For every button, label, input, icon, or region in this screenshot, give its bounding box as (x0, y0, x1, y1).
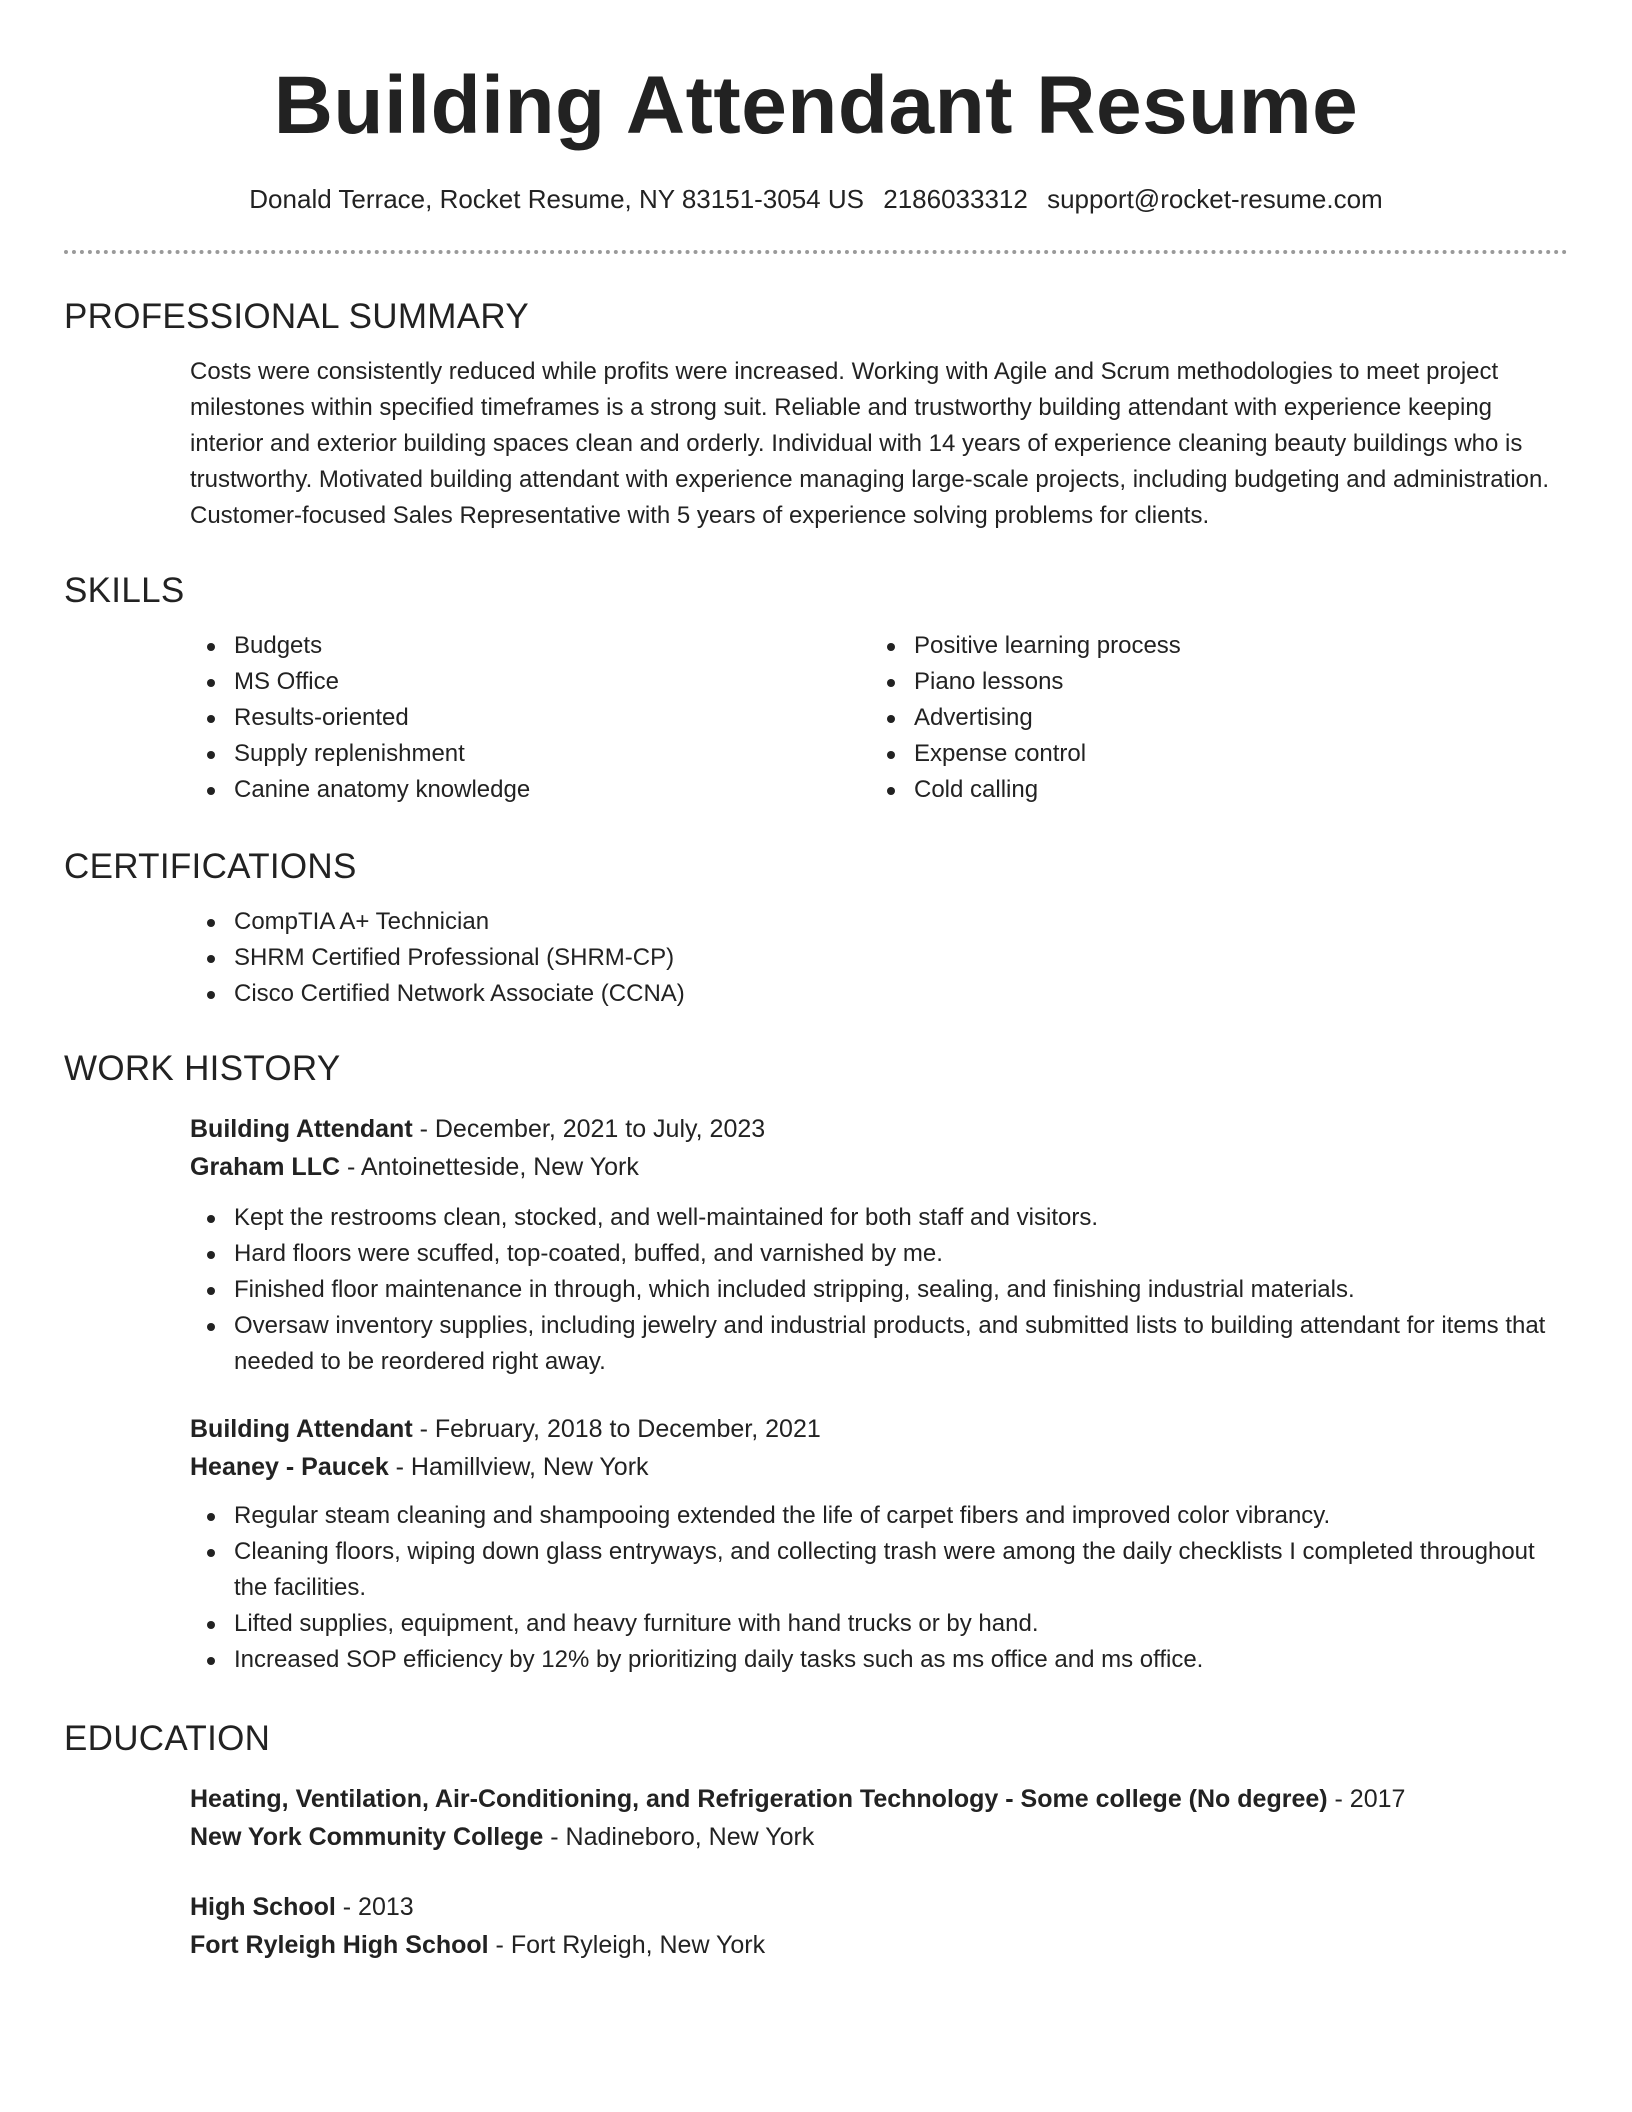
job-bullet: Finished floor maintenance in through, which included stripping, sealing, and finishing industrial materials. (190, 1272, 1560, 1308)
job-company: Heaney - Paucek (190, 1453, 389, 1481)
contact-email: support@rocket-resume.com (1047, 184, 1383, 214)
job-title: Building Attendant (190, 1415, 413, 1443)
education-school-line (190, 1926, 1560, 1964)
job-title-line (190, 1410, 1560, 1448)
contact-line (64, 182, 1568, 216)
skill-item: Supply replenishment (190, 736, 870, 772)
skill-item: Results-oriented (190, 700, 870, 736)
certification-item: SHRM Certified Professional (SHRM-CP) (190, 940, 1568, 976)
job-bullet: Oversaw inventory supplies, including jewelry and industrial products, and submitted lists to building attendant for items that needed to be reordered right away. (190, 1308, 1560, 1380)
job-bullet: Increased SOP efficiency by 12% by prioritizing daily tasks such as ms office and ms office. (190, 1642, 1560, 1678)
education-entry (190, 1888, 1560, 1964)
skills-heading: SKILLS (64, 571, 185, 610)
skill-item: Budgets (190, 628, 870, 664)
work-history-section (64, 1048, 1568, 1678)
job-title-line (190, 1110, 1560, 1148)
education-school-line (190, 1818, 1560, 1856)
education-location: - Nadineboro, New York (543, 1823, 815, 1851)
education-heading: EDUCATION (64, 1719, 271, 1758)
job-bullet: Regular steam cleaning and shampooing extended the life of carpet fibers and improved color vibrancy. (190, 1498, 1560, 1534)
job-entry (190, 1410, 1560, 1678)
job-location: - Hamillview, New York (388, 1453, 649, 1481)
skill-item: Advertising (870, 700, 1550, 736)
education-degree-line (190, 1780, 1560, 1818)
job-company-line (190, 1448, 1560, 1486)
education-school: Fort Ryleigh High School (190, 1931, 489, 1959)
header-divider (64, 250, 1568, 254)
job-dates: - December, 2021 to July, 2023 (412, 1115, 766, 1143)
education-year: - 2017 (1327, 1785, 1406, 1813)
resume-page (64, 0, 1568, 1959)
resume-title: Building Attendant Resume (273, 60, 1359, 151)
contact-address: Donald Terrace, Rocket Resume, NY 83151-3054 US (249, 184, 864, 214)
education-school: New York Community College (190, 1823, 544, 1851)
skill-item: MS Office (190, 664, 870, 700)
job-dates: - February, 2018 to December, 2021 (412, 1415, 821, 1443)
job-company: Graham LLC (190, 1153, 341, 1181)
certification-item: Cisco Certified Network Associate (CCNA) (190, 976, 1568, 1012)
skills-section (64, 570, 1568, 808)
certification-item: CompTIA A+ Technician (190, 904, 1568, 940)
job-bullet: Hard floors were scuffed, top-coated, buffed, and varnished by me. (190, 1236, 1560, 1272)
education-degree-line (190, 1888, 1560, 1926)
job-bullet: Lifted supplies, equipment, and heavy furniture with hand trucks or by hand. (190, 1606, 1560, 1642)
education-entry (190, 1780, 1560, 1856)
skills-columns (190, 628, 1568, 808)
work-history-heading: WORK HISTORY (64, 1049, 341, 1088)
job-bullet: Cleaning floors, wiping down glass entryways, and collecting trash were among the daily checklists I completed throughout the facilities. (190, 1534, 1560, 1606)
education-degree: High School (190, 1893, 336, 1921)
job-entry (190, 1110, 1560, 1380)
contact-phone: 2186033312 (883, 184, 1028, 214)
education-degree: Heating, Ventilation, Air-Conditioning, and Refrigeration Technology - Some college (No degree) (190, 1785, 1328, 1813)
skill-item: Positive learning process (870, 628, 1550, 664)
skills-column-left (190, 628, 870, 808)
job-title: Building Attendant (190, 1115, 413, 1143)
skills-column-right (870, 628, 1550, 808)
education-section (64, 1718, 1568, 1964)
education-year: - 2013 (335, 1893, 414, 1921)
job-location: - Antoinetteside, New York (340, 1153, 639, 1181)
certifications-section (64, 846, 1568, 1012)
education-location: - Fort Ryleigh, New York (488, 1931, 766, 1959)
summary-section (64, 296, 1568, 534)
summary-text: Costs were consistently reduced while profits were increased. Working with Agile and Scrum methodologies to meet project milestones within specified timeframes is a strong suit. Reliable and trustworthy building attendant with experience keeping interior and exterior building spaces clean and orderly. Individual with 14 years of experience cleaning beauty buildings who is trustworthy. Motivated building attendant with experience managing large-scale projects, including budgeting and administration. Customer-focused Sales Representative with 5 years of experience solving problems for clients. (190, 358, 1550, 529)
skill-item: Canine anatomy knowledge (190, 772, 870, 808)
skill-item: Piano lessons (870, 664, 1550, 700)
skill-item: Cold calling (870, 772, 1550, 808)
job-company-line (190, 1148, 1560, 1186)
skill-item: Expense control (870, 736, 1550, 772)
summary-heading: PROFESSIONAL SUMMARY (64, 297, 529, 336)
job-bullet: Kept the restrooms clean, stocked, and well-maintained for both staff and visitors. (190, 1200, 1560, 1236)
certifications-heading: CERTIFICATIONS (64, 847, 357, 886)
